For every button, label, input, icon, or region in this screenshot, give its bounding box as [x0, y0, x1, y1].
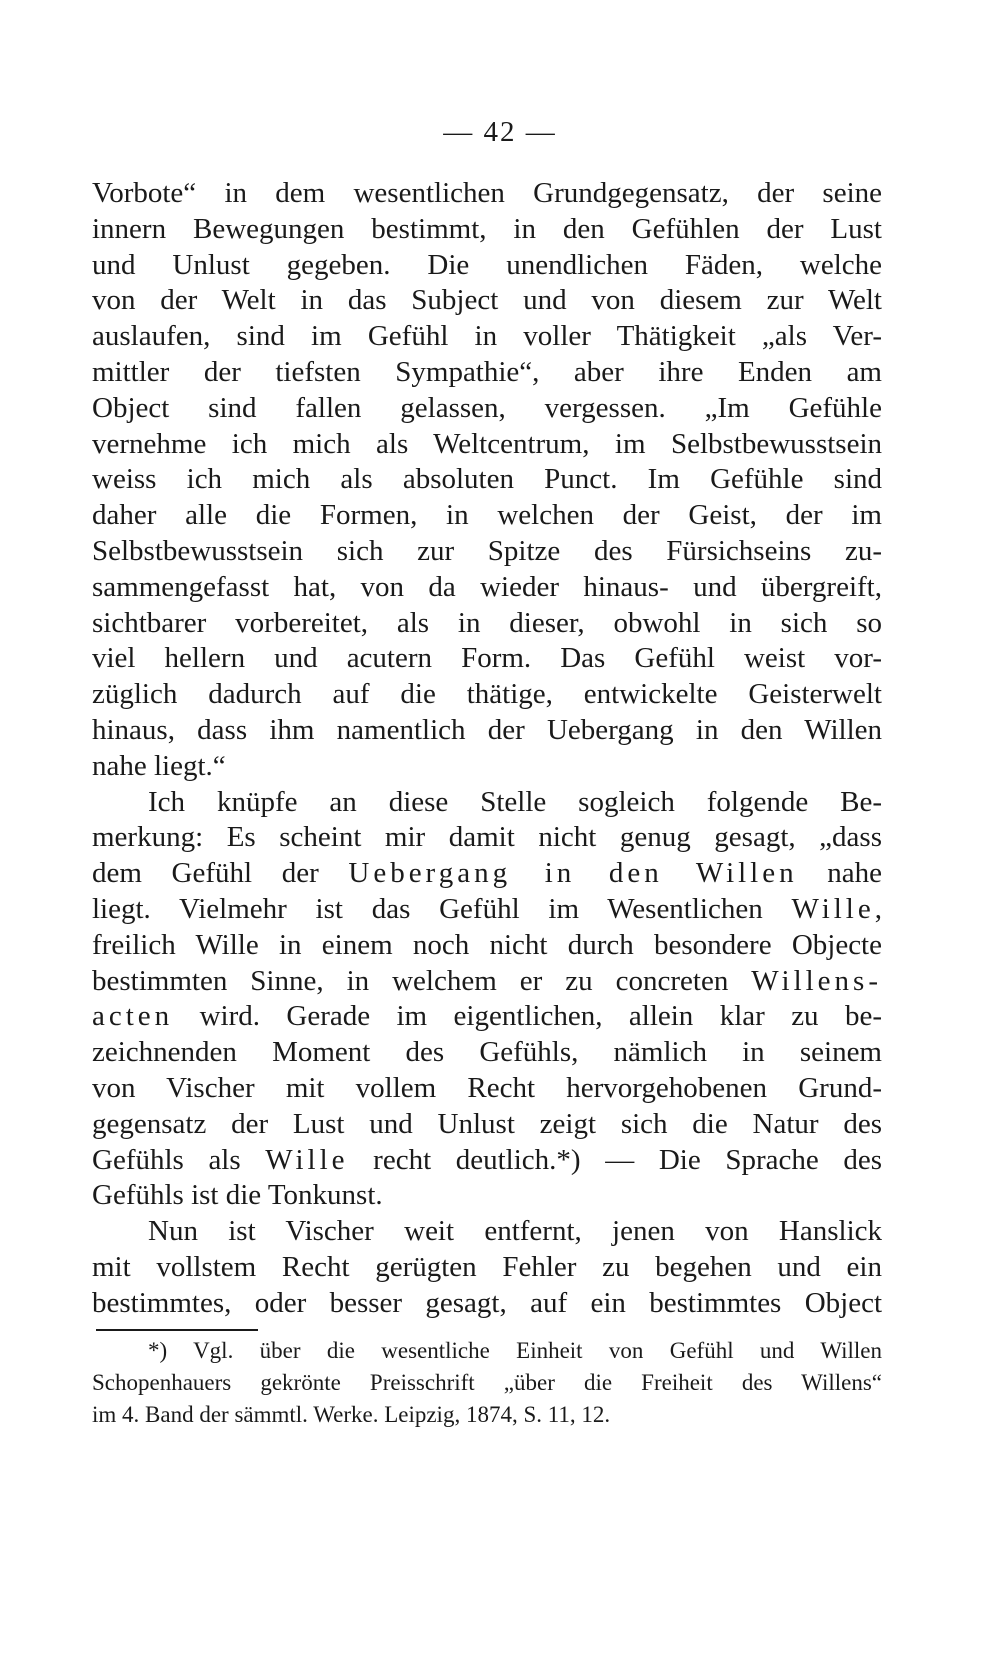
text-segment: liegt. Vielmehr ist das Gefühl im Wesentlichen	[92, 892, 792, 925]
text-line: Selbstbewusstsein sich zur Spitze des Fürsichseins zu-	[92, 534, 882, 567]
text-line: Object sind fallen gelassen, vergessen. „Im Gefühle	[92, 391, 882, 424]
text-line: auslaufen, sind im Gefühl in voller Thätigkeit „als Ver-	[92, 320, 882, 353]
text-segment: recht deutlich.*) — Die Sprache des	[348, 1143, 882, 1176]
footnote-line: Schopenhauers gekrönte Preisschrift „über die Freiheit des Willens“	[92, 1370, 882, 1395]
text-line	[92, 1143, 882, 1179]
paragraph-first-line: Ich knüpfe an diese Stelle sogleich folgende Be-	[148, 785, 882, 818]
text-line: Vorbote“ in dem wesentlichen Grundgegensatz, der seine	[92, 177, 882, 209]
footnote-divider	[96, 1329, 258, 1331]
text-segment: dem Gefühl der	[92, 857, 349, 890]
text-line: und Unlust gegeben. Die unendlichen Fäden, welche	[92, 248, 882, 281]
emphasized-text: Wille	[791, 892, 875, 925]
emphasized-text: Willens-	[751, 964, 882, 997]
text-segment: nahe	[797, 857, 882, 890]
footnote-line: im 4. Band der sämmtl. Werke. Leipzig, 1874, S. 11, 12.	[92, 1402, 611, 1427]
emphasized-text: Uebergang in den Willen	[348, 857, 798, 890]
page-number: — 42 —	[443, 116, 557, 148]
text-line: daher alle die Formen, in welchen der Geist, der im	[92, 499, 882, 532]
text-line: gegensatz der Lust und Unlust zeigt sich die Natur des	[92, 1107, 882, 1140]
text-line: innern Bewegungen bestimmt, in den Gefühlen der Lust	[92, 212, 882, 245]
text-line: zeichnenden Moment des Gefühls, nämlich in seinem	[92, 1036, 882, 1069]
text-line	[92, 964, 882, 1000]
footnote-line: *) Vgl. über die wesentliche Einheit von Gefühl und Willen	[148, 1338, 882, 1363]
text-line: Gefühls ist die Tonkunst.	[92, 1179, 383, 1212]
text-line: sammengefasst hat, von da wieder hinaus- und übergreift,	[92, 570, 882, 603]
text-line	[92, 856, 882, 892]
text-line: mit vollstem Recht gerügten Fehler zu begehen und ein	[92, 1250, 882, 1283]
text-line: hinaus, dass ihm namentlich der Uebergang in den Willen	[92, 713, 882, 746]
emphasized-text: Wille	[265, 1143, 349, 1176]
text-line: merkung: Es scheint mir damit nicht genug gesagt, „dass	[92, 821, 882, 854]
text-line: züglich dadurch auf die thätige, entwickelte Geisterwelt	[92, 678, 882, 711]
text-line: von der Welt in das Subject und von diesem zur Welt	[92, 284, 882, 317]
text-line: bestimmtes, oder besser gesagt, auf ein bestimmtes Object	[92, 1286, 882, 1319]
text-line: mittler der tiefsten Sympathie“, aber ihre Enden am	[92, 355, 882, 388]
text-segment: wird. Gerade im eigentlichen, allein klar zu be-	[173, 1000, 882, 1033]
text-line	[92, 892, 882, 928]
text-line: nahe liegt.“	[92, 749, 226, 782]
text-line: viel hellern und acutern Form. Das Gefühl weist vor-	[92, 642, 882, 675]
footnote	[92, 1335, 882, 1431]
text-segment: bestimmten Sinne, in welchem er zu concreten	[92, 964, 752, 997]
paragraph-first-line: Nun ist Vischer weit entfernt, jenen von Hanslick	[148, 1215, 882, 1248]
emphasized-text: acten	[92, 1000, 174, 1033]
text-line: freilich Wille in einem noch nicht durch besondere Objecte	[92, 928, 882, 961]
body-text	[92, 176, 882, 1322]
text-line: sichtbarer vorbereitet, als in dieser, obwohl in sich so	[92, 606, 882, 639]
text-line: von Vischer mit vollem Recht hervorgehobenen Grund-	[92, 1071, 882, 1104]
text-line: vernehme ich mich als Weltcentrum, im Selbstbewusstsein	[92, 427, 882, 460]
text-line: weiss ich mich als absoluten Punct. Im Gefühle sind	[92, 463, 882, 496]
text-segment: Gefühls als	[92, 1143, 266, 1176]
text-line	[92, 999, 882, 1035]
text-segment: ,	[874, 892, 882, 925]
